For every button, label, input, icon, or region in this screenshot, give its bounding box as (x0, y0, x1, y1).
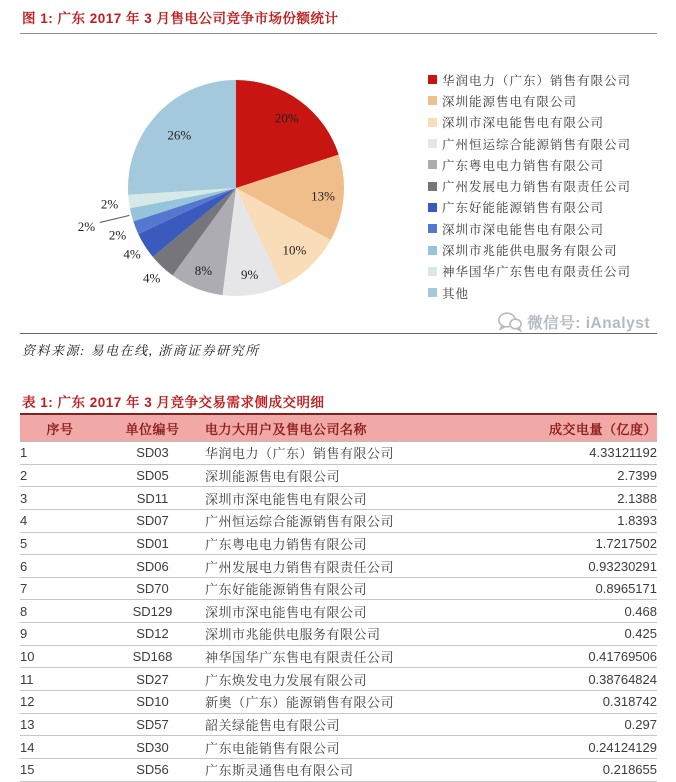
legend-label: 深圳市深电能售电有限公司 (442, 116, 605, 131)
pie-slice-label: 2% (77, 218, 96, 234)
table-row (20, 668, 657, 691)
table-row (20, 600, 657, 623)
watermark-text: 微信号: iAnalyst (527, 315, 650, 332)
legend-label: 深圳市兆能供电服务有限公司 (442, 244, 618, 259)
legend-swatch (428, 288, 437, 297)
legend-item (428, 133, 631, 154)
cell-company-name: 神华国华广东售电有限责任公司 (205, 645, 535, 668)
table-title: 表 1: 广东 2017 年 3 月竞争交易需求侧成交明细 (22, 395, 325, 410)
cell-volume: 0.318742 (535, 691, 657, 714)
col-volume: 成交电量（亿度） (535, 414, 657, 442)
legend-swatch (428, 75, 437, 84)
legend-label: 其他 (442, 286, 470, 301)
legend-item (428, 175, 631, 196)
pie-chart (20, 58, 420, 328)
legend-item (428, 112, 631, 133)
cell-company-name: 华润电力（广东）销售有限公司 (205, 442, 535, 465)
table-row (20, 758, 657, 781)
cell-company-name: 广州发展电力销售有限责任公司 (205, 555, 535, 578)
legend-label: 广东好能能源销售有限公司 (442, 201, 605, 216)
cell-unit-code: SD168 (100, 645, 205, 668)
figure-title: 图 1: 广东 2017 年 3 月售电公司竞争市场份额统计 (22, 11, 339, 26)
legend-label: 神华国华广东售电有限责任公司 (442, 265, 632, 280)
cell-index: 3 (20, 487, 100, 510)
legend-item (428, 197, 631, 218)
cell-index: 5 (20, 532, 100, 555)
pie-slice-label: 2% (108, 227, 127, 243)
cell-company-name: 深圳市兆能供电服务有限公司 (205, 623, 535, 646)
cell-company-name: 广东焕发电力发展有限公司 (205, 668, 535, 691)
cell-unit-code: SD10 (100, 691, 205, 714)
legend-label: 广州恒运综合能源销售有限公司 (442, 137, 632, 152)
table-row (20, 691, 657, 714)
cell-company-name: 深圳能源售电有限公司 (205, 464, 535, 487)
col-company-name: 电力大用户及售电公司名称 (205, 414, 535, 442)
pie-slice-label: 4% (123, 246, 141, 262)
table-body (20, 442, 657, 782)
table-row (20, 442, 657, 465)
cell-volume: 0.93230291 (535, 555, 657, 578)
legend-swatch (428, 160, 437, 169)
wechat-icon (498, 312, 522, 332)
pie-slice-label: 8% (194, 262, 213, 278)
table-header (20, 414, 657, 442)
cell-index: 12 (20, 691, 100, 714)
cell-index: 7 (20, 577, 100, 600)
table-row (20, 532, 657, 555)
cell-volume: 0.297 (535, 713, 657, 736)
pie-slice-label: 26% (167, 127, 192, 143)
watermark (494, 311, 654, 333)
legend-item (428, 154, 631, 175)
transactions-table (20, 413, 657, 782)
cell-unit-code: SD11 (100, 487, 205, 510)
cell-volume: 2.1388 (535, 487, 657, 510)
legend-item (428, 261, 631, 282)
cell-volume: 4.33121192 (535, 442, 657, 465)
cell-index: 15 (20, 758, 100, 781)
cell-unit-code: SD01 (100, 532, 205, 555)
legend-label: 深圳能源售电有限公司 (442, 94, 578, 109)
cell-index: 4 (20, 509, 100, 532)
pie-slice-label: 13% (311, 188, 336, 204)
legend-item (428, 239, 631, 260)
cell-volume: 0.41769506 (535, 645, 657, 668)
title-divider (20, 33, 657, 34)
source-note: 资料来源: 易电在线, 浙商证券研究所 (22, 343, 260, 358)
cell-company-name: 广东斯灵通售电有限公司 (205, 758, 535, 781)
cell-index: 2 (20, 464, 100, 487)
legend-swatch (428, 224, 437, 233)
section-divider (20, 333, 657, 334)
cell-unit-code: SD12 (100, 623, 205, 646)
cell-volume: 1.8393 (535, 509, 657, 532)
cell-volume: 1.7217502 (535, 532, 657, 555)
cell-unit-code: SD30 (100, 736, 205, 759)
table-row (20, 464, 657, 487)
cell-index: 1 (20, 442, 100, 465)
pie-slice-label: 2% (100, 196, 119, 212)
cell-company-name: 广东电能销售有限公司 (205, 736, 535, 759)
table-row (20, 577, 657, 600)
cell-index: 10 (20, 645, 100, 668)
legend-swatch (428, 182, 437, 191)
cell-volume: 2.7399 (535, 464, 657, 487)
cell-company-name: 韶关绿能售电有限公司 (205, 713, 535, 736)
cell-unit-code: SD27 (100, 668, 205, 691)
legend-swatch (428, 246, 437, 255)
cell-index: 6 (20, 555, 100, 578)
cell-company-name: 广东好能能源销售有限公司 (205, 577, 535, 600)
legend-swatch (428, 139, 437, 148)
legend-item (428, 90, 631, 111)
table-row (20, 487, 657, 510)
cell-unit-code: SD57 (100, 713, 205, 736)
col-index: 序号 (20, 414, 100, 442)
cell-volume: 0.468 (535, 600, 657, 623)
cell-unit-code: SD03 (100, 442, 205, 465)
cell-unit-code: SD129 (100, 600, 205, 623)
legend-item (428, 69, 631, 90)
cell-index: 13 (20, 713, 100, 736)
label-leader-line (100, 215, 130, 222)
table-row (20, 509, 657, 532)
cell-company-name: 广州恒运综合能源销售有限公司 (205, 509, 535, 532)
legend-swatch (428, 118, 437, 127)
cell-unit-code: SD56 (100, 758, 205, 781)
cell-volume: 0.218655 (535, 758, 657, 781)
pie-slice-label: 4% (143, 270, 161, 286)
pie-slice-label: 20% (274, 110, 299, 126)
cell-volume: 0.38764824 (535, 668, 657, 691)
cell-volume: 0.425 (535, 623, 657, 646)
cell-unit-code: SD05 (100, 464, 205, 487)
legend-label: 华润电力（广东）销售有限公司 (442, 73, 632, 88)
legend-swatch (428, 96, 437, 105)
legend-item (428, 218, 631, 239)
cell-company-name: 深圳市深电能售电有限公司 (205, 600, 535, 623)
table-row (20, 713, 657, 736)
legend-label: 深圳市深电能售电有限公司 (442, 222, 605, 237)
cell-company-name: 深圳市深电能售电有限公司 (205, 487, 535, 510)
cell-unit-code: SD07 (100, 509, 205, 532)
cell-volume: 0.24124129 (535, 736, 657, 759)
cell-unit-code: SD70 (100, 577, 205, 600)
cell-index: 14 (20, 736, 100, 759)
legend-swatch (428, 203, 437, 212)
cell-unit-code: SD06 (100, 555, 205, 578)
cell-company-name: 新奥（广东）能源销售有限公司 (205, 691, 535, 714)
table-row (20, 645, 657, 668)
table-row (20, 623, 657, 646)
cell-index: 8 (20, 600, 100, 623)
table-row (20, 555, 657, 578)
col-unit-code: 单位编号 (100, 414, 205, 442)
table-row (20, 736, 657, 759)
legend-swatch (428, 267, 437, 276)
cell-index: 11 (20, 668, 100, 691)
cell-volume: 0.8965171 (535, 577, 657, 600)
pie-slice-label: 10% (282, 242, 307, 258)
legend-label: 广州发展电力销售有限责任公司 (442, 180, 632, 195)
chart-legend (428, 69, 631, 303)
cell-company-name: 广东粤电电力销售有限公司 (205, 532, 535, 555)
legend-item (428, 282, 631, 303)
legend-label: 广东粤电电力销售有限公司 (442, 158, 605, 173)
cell-index: 9 (20, 623, 100, 646)
pie-slice-label: 9% (241, 266, 259, 282)
